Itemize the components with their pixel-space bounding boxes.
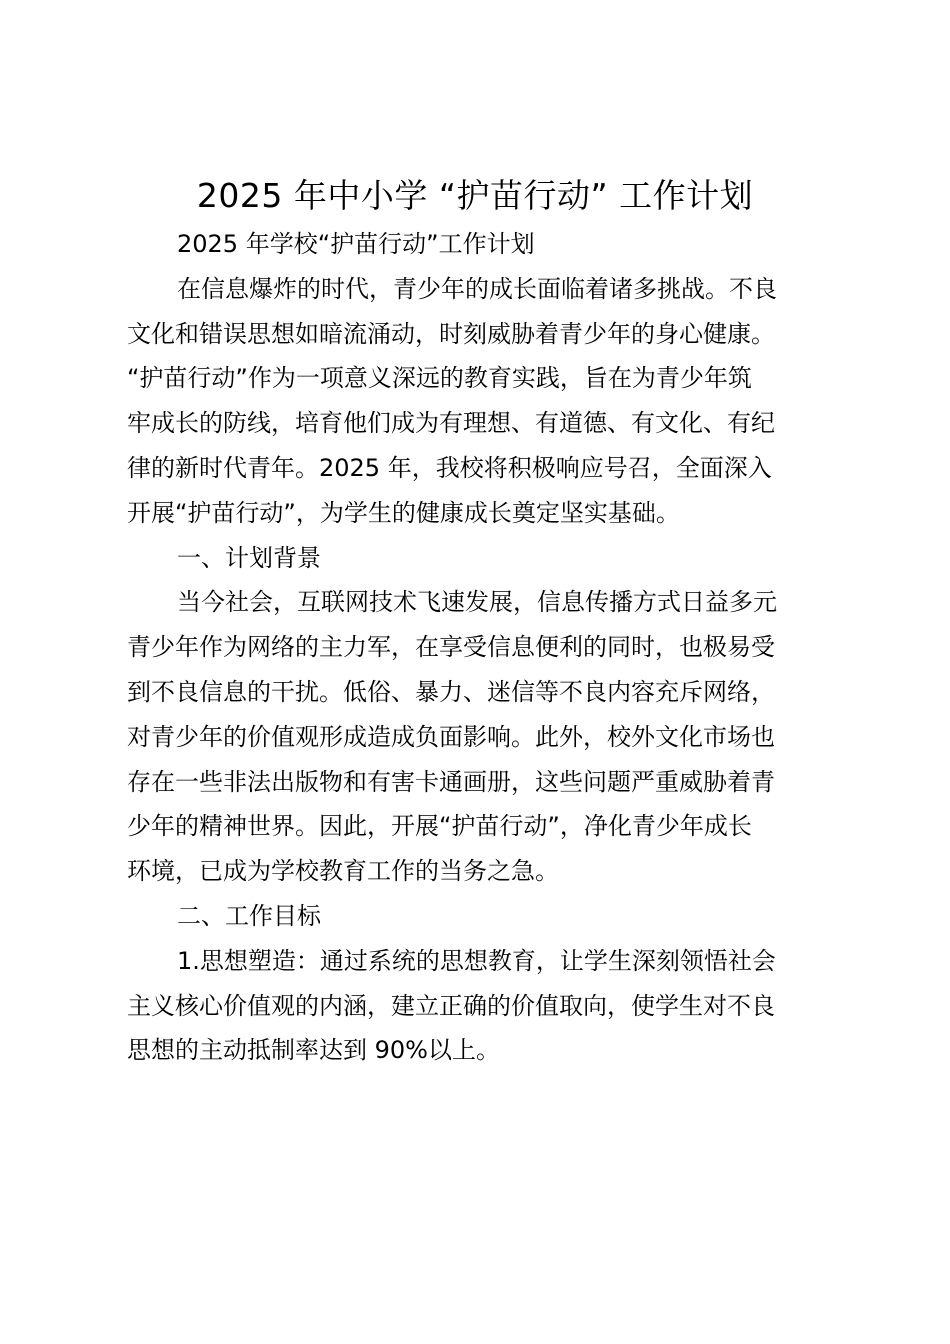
paragraph-line: 少年的精神世界。因此，开展“护苗行动”，净化青少年成长 [127, 812, 752, 841]
paragraph-line: 牢成长的防线，培育他们成为有理想、有道德、有文化、有纪 [127, 409, 775, 438]
paragraph-line: 存在一些非法出版物和有害卡通画册，这些问题严重威胁着青 [127, 767, 775, 796]
paragraph-line: 开展“护苗行动”，为学生的健康成长奠定坚实基础。 [127, 498, 680, 527]
paragraph-line: 思想的主动抵制率达到 90%以上。 [127, 1036, 500, 1065]
paragraph-line: 当今社会，互联网技术飞速发展，信息传播方式日益多元 [177, 588, 777, 617]
paragraph-line: 环境，已成为学校教育工作的当务之急。 [127, 857, 559, 886]
paragraph-line: 文化和错误思想如暗流涌动，时刻威胁着青少年的身心健康。 [127, 319, 775, 348]
section-heading: 一、计划背景 [177, 543, 321, 572]
paragraph-line: 在信息爆炸的时代，青少年的成长面临着诸多挑战。不良 [177, 274, 777, 303]
paragraph-line: 对青少年的价值观形成造成负面影响。此外，校外文化市场也 [127, 722, 775, 751]
document-title: 2025 年中小学 “护苗行动” 工作计划 [196, 176, 754, 215]
paragraph-line: 1.思想塑造：通过系统的思想教育，让学生深刻领悟社会 [177, 946, 776, 975]
section-heading: 二、工作目标 [177, 901, 321, 930]
document-body [127, 222, 837, 1073]
paragraph-line: 律的新时代青年。2025 年，我校将积极响应号召，全面深入 [127, 453, 772, 482]
paragraph-line: 青少年作为网络的主力军，在享受信息便利的同时，也极易受 [127, 633, 775, 662]
paragraph-line: 主义核心价值观的内涵，建立正确的价值取向，使学生对不良 [127, 991, 775, 1020]
paragraph-line: “护苗行动”作为一项意义深远的教育实践，旨在为青少年筑 [127, 364, 752, 393]
paragraph-line: 到不良信息的干扰。低俗、暴力、迷信等不良内容充斥网络， [127, 677, 775, 706]
subtitle-line: 2025 年学校“护苗行动”工作计划 [177, 230, 535, 258]
